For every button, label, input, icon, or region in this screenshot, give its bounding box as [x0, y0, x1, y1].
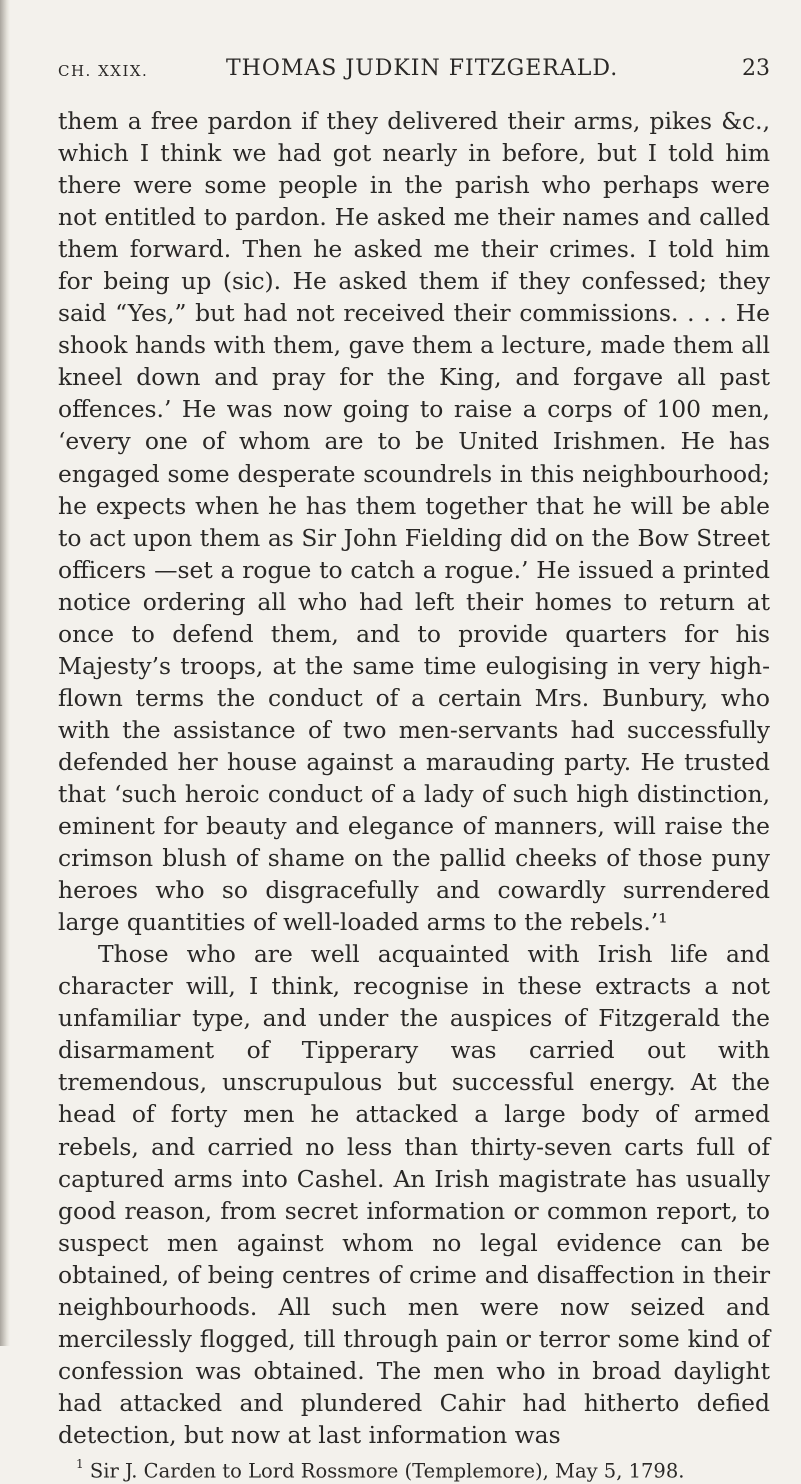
running-head — [58, 56, 770, 96]
page-number: 23 — [742, 56, 770, 81]
paragraph: Those who are well acquainted with Irish life and character will, I think, recognise in these extracts a not unfamiliar type, and under the auspices of Fitzgerald the disarmament of Tipperary was carried out with tremendous, unscrupulous but successful energy. At the head of forty men he attacked a large body of armed rebels, and carried no less than thirty-seven carts full of captured arms into Cashel. An Irish magistrate has usually good reason, from secret information or common report, to suspect men against whom no legal evidence can be obtained, of being centres of crime and disaffection in their neighbourhoods. All such men were now seized and mercilessly flogged, till through pain or terror some kind of confession was obtained. The men who in broad daylight had attacked and plundered Cahir had hitherto defied detection, but now at last information was — [58, 940, 770, 1449]
book-page — [58, 56, 770, 1484]
page-gutter-shadow — [0, 0, 10, 1346]
footnote-marker: 1 — [76, 1456, 84, 1471]
body-text — [58, 105, 770, 1451]
footnote — [58, 1453, 770, 1484]
paragraph-continued: them a free pardon if they delivered their arms, pikes &c., which I think we had got nearly in before, but I told him there were some people in the parish who perhaps were not entitled to pardon. He asked me their names and called them forward. Then he asked me their crimes. I told him for being up (sic). He asked them if they confessed; they said “Yes,” but had not received their commissions. . . . He shook hands with them, gave them a lecture, made them all kneel down and pray for the King, and forgave all past offences.’ He was now going to raise a corps of 100 men, ‘every one of whom are to be United Irishmen. He has engaged some desperate scoundrels in this neighbourhood; he expects when he has them together that he will be able to act upon them as Sir John Fielding did on the Bow Street officers —set a rogue to catch a rogue.’ He issued a printed notice ordering all who had left their homes to return at once to defend them, and to provide quarters for his Majesty’s troops, at the same time eulogising in very high-flown terms the conduct of a certain Mrs. Bunbury, who with the assistance of two men-servants had successfully defended her house against a marauding party. He trusted that ‘such heroic conduct of a lady of such high distinction, eminent for beauty and elegance of manners, will raise the crimson blush of shame on the pallid cheeks of those puny heroes who so disgracefully and cowardly surrendered large quantities of well-loaded arms to the rebels.’¹ — [58, 107, 770, 937]
footnote-text: Sir J. Carden to Lord Rossmore (Templemore), May 5, 1798. — [89, 1459, 685, 1483]
running-title: THOMAS JUDKIN FITZGERALD. — [226, 56, 619, 81]
chapter-label: CH. XXIX. — [58, 62, 149, 80]
